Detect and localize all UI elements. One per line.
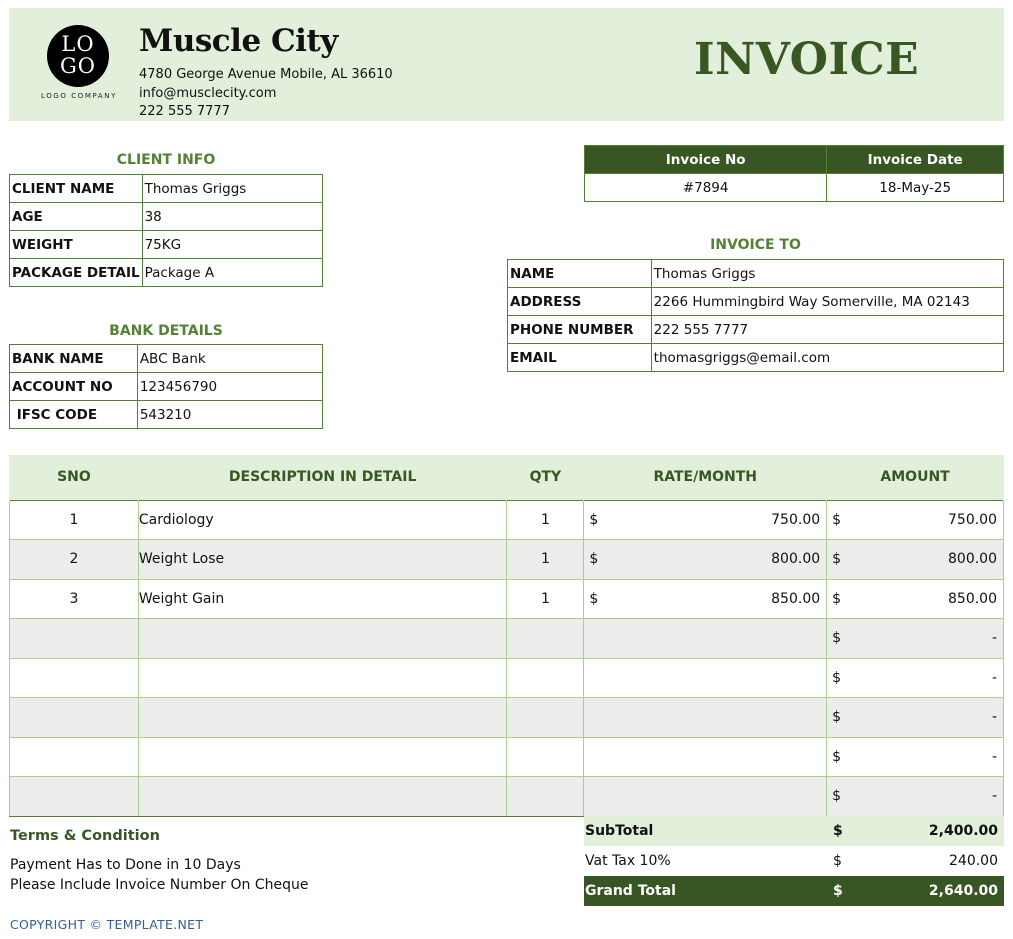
copyright-link[interactable]: COPYRIGHT © TEMPLATE.NET (10, 917, 204, 932)
currency-symbol: $ (589, 551, 599, 568)
table-row (10, 777, 1004, 817)
invoice-to-title: INVOICE TO (710, 237, 801, 253)
logo-caption: LOGO COMPANY (40, 92, 118, 100)
invoice-to-row (508, 344, 1004, 372)
company-name: Muscle City (139, 23, 338, 59)
qty-cell[interactable]: 1 (507, 500, 584, 540)
invoice-header (9, 8, 1004, 121)
invoice-no-value[interactable]: #7894 (585, 174, 827, 202)
description-cell[interactable]: Weight Gain (138, 579, 507, 619)
description-cell[interactable] (138, 658, 507, 698)
description-header: DESCRIPTION IN DETAIL (138, 455, 507, 500)
amount-header: AMOUNT (827, 455, 1004, 500)
amount-cell[interactable] (827, 619, 1004, 659)
invoice-date-label: Invoice Date (827, 146, 1004, 174)
currency-symbol: $ (833, 823, 843, 839)
amount-value: - (991, 709, 997, 726)
rate-cell[interactable] (584, 698, 827, 738)
vat-label: Vat Tax 10% (585, 853, 671, 869)
invoice-meta-table (584, 145, 1004, 202)
client-info-row (10, 203, 323, 231)
currency-symbol: $ (833, 853, 842, 869)
description-cell[interactable] (138, 619, 507, 659)
qty-cell[interactable] (507, 619, 584, 659)
vat-value[interactable]: 240.00 (949, 853, 998, 869)
amount-value: 750.00 (948, 511, 997, 528)
sno-cell[interactable]: 3 (10, 579, 139, 619)
amount-value: 850.00 (948, 590, 997, 607)
recipient-address-value[interactable]: 2266 Hummingbird Way Somerville, MA 02143 (651, 288, 1003, 316)
currency-symbol: $ (832, 630, 842, 647)
account-no-value[interactable]: 123456790 (137, 373, 322, 401)
grand-total-row (584, 876, 1004, 906)
sno-cell[interactable] (10, 698, 139, 738)
company-email: info@musclecity.com (139, 86, 277, 101)
qty-cell[interactable] (507, 737, 584, 777)
table-row (10, 579, 1004, 619)
rate-value: 750.00 (771, 511, 821, 528)
terms-title: Terms & Condition (10, 828, 160, 844)
company-logo (47, 25, 109, 87)
bank-details-row (10, 401, 323, 429)
rate-cell[interactable] (584, 737, 827, 777)
sno-cell[interactable]: 1 (10, 500, 139, 540)
currency-symbol: $ (832, 511, 842, 528)
amount-cell[interactable] (827, 579, 1004, 619)
table-row (10, 737, 1004, 777)
amount-cell[interactable] (827, 540, 1004, 580)
recipient-phone-value[interactable]: 222 555 7777 (651, 316, 1003, 344)
invoice-meta-values (585, 174, 1004, 202)
bank-details-row (10, 345, 323, 373)
currency-symbol: $ (833, 883, 843, 899)
recipient-address-label: ADDRESS (508, 288, 652, 316)
weight-label: WEIGHT (10, 231, 143, 259)
package-detail-label: PACKAGE DETAIL (10, 259, 143, 287)
sno-cell[interactable] (10, 619, 139, 659)
qty-cell[interactable] (507, 658, 584, 698)
table-row (10, 540, 1004, 580)
amount-cell[interactable] (827, 777, 1004, 817)
client-info-title: CLIENT INFO (116, 152, 216, 168)
weight-value[interactable]: 75KG (142, 231, 322, 259)
bank-name-label: BANK NAME (10, 345, 138, 373)
client-name-value[interactable]: Thomas Griggs (142, 175, 322, 203)
ifsc-code-label: IFSC CODE (10, 401, 138, 429)
recipient-email-value[interactable]: thomasgriggs@email.com (651, 344, 1003, 372)
currency-symbol: $ (832, 669, 842, 686)
rate-cell[interactable] (584, 579, 827, 619)
currency-symbol: $ (832, 748, 842, 765)
currency-symbol: $ (832, 590, 842, 607)
invoice-no-label: Invoice No (585, 146, 827, 174)
sno-cell[interactable] (10, 777, 139, 817)
qty-cell[interactable]: 1 (507, 540, 584, 580)
invoice-to-table (507, 259, 1004, 372)
ifsc-code-value[interactable]: 543210 (137, 401, 322, 429)
age-label: AGE (10, 203, 143, 231)
invoice-to-row (508, 288, 1004, 316)
recipient-email-label: EMAIL (508, 344, 652, 372)
recipient-name-value[interactable]: Thomas Griggs (651, 260, 1003, 288)
client-info-table (9, 174, 323, 287)
company-address: 4780 George Avenue Mobile, AL 36610 (139, 67, 393, 82)
amount-value: - (991, 669, 997, 686)
currency-symbol: $ (589, 511, 599, 528)
sno-cell[interactable] (10, 658, 139, 698)
rate-header: RATE/MONTH (584, 455, 827, 500)
client-info-row (10, 259, 323, 287)
sno-cell[interactable]: 2 (10, 540, 139, 580)
description-cell[interactable] (138, 777, 507, 817)
qty-cell[interactable]: 1 (507, 579, 584, 619)
amount-value: - (991, 748, 997, 765)
client-info-row (10, 231, 323, 259)
qty-cell[interactable] (507, 777, 584, 817)
rate-value: 850.00 (771, 590, 821, 607)
line-items-header (10, 455, 1004, 500)
logo-text-bottom: GO (60, 54, 96, 78)
account-no-label: ACCOUNT NO (10, 373, 138, 401)
amount-cell[interactable] (827, 500, 1004, 540)
table-row (10, 698, 1004, 738)
invoice-date-value[interactable]: 18-May-25 (827, 174, 1004, 202)
grand-total-value[interactable]: 2,640.00 (928, 883, 998, 899)
vat-row (584, 846, 1004, 876)
package-detail-value[interactable]: Package A (142, 259, 322, 287)
table-row (10, 619, 1004, 659)
qty-header: QTY (507, 455, 584, 500)
amount-value: - (991, 788, 997, 805)
description-cell[interactable]: Cardiology (138, 500, 507, 540)
amount-cell[interactable] (827, 658, 1004, 698)
amount-cell[interactable] (827, 698, 1004, 738)
invoice-meta-header (585, 146, 1004, 174)
subtotal-label: SubTotal (585, 823, 654, 839)
totals-block (584, 816, 1004, 906)
amount-value: 800.00 (948, 551, 997, 568)
bank-details-row (10, 373, 323, 401)
table-row (10, 658, 1004, 698)
currency-symbol: $ (589, 590, 599, 607)
rate-cell[interactable] (584, 658, 827, 698)
document-title: INVOICE (694, 34, 920, 85)
description-cell[interactable] (138, 698, 507, 738)
bank-name-value[interactable]: ABC Bank (137, 345, 322, 373)
rate-cell[interactable] (584, 777, 827, 817)
sno-header: SNO (10, 455, 139, 500)
grand-total-label: Grand Total (585, 883, 676, 899)
bank-details-table (9, 344, 323, 429)
table-row (10, 500, 1004, 540)
age-value[interactable]: 38 (142, 203, 322, 231)
rate-cell[interactable] (584, 540, 827, 580)
currency-symbol: $ (832, 551, 842, 568)
subtotal-row (584, 816, 1004, 846)
invoice-to-row (508, 316, 1004, 344)
rate-cell[interactable] (584, 500, 827, 540)
bank-details-title: BANK DETAILS (109, 323, 223, 339)
currency-symbol: $ (832, 709, 842, 726)
amount-cell[interactable] (827, 737, 1004, 777)
line-items-table (9, 455, 1004, 817)
subtotal-value[interactable]: 2,400.00 (928, 823, 998, 839)
amount-value: - (991, 630, 997, 647)
qty-cell[interactable] (507, 698, 584, 738)
sno-cell[interactable] (10, 737, 139, 777)
recipient-name-label: NAME (508, 260, 652, 288)
recipient-phone-label: PHONE NUMBER (508, 316, 652, 344)
terms-line-2: Please Include Invoice Number On Cheque (10, 877, 309, 893)
client-info-row (10, 175, 323, 203)
currency-symbol: $ (832, 788, 842, 805)
company-phone: 222 555 7777 (139, 104, 230, 119)
terms-line-1: Payment Has to Done in 10 Days (10, 857, 241, 873)
logo-text-top: LO (61, 32, 95, 56)
invoice-to-row (508, 260, 1004, 288)
rate-cell[interactable] (584, 619, 827, 659)
client-name-label: CLIENT NAME (10, 175, 143, 203)
rate-value: 800.00 (771, 551, 821, 568)
description-cell[interactable]: Weight Lose (138, 540, 507, 580)
description-cell[interactable] (138, 737, 507, 777)
